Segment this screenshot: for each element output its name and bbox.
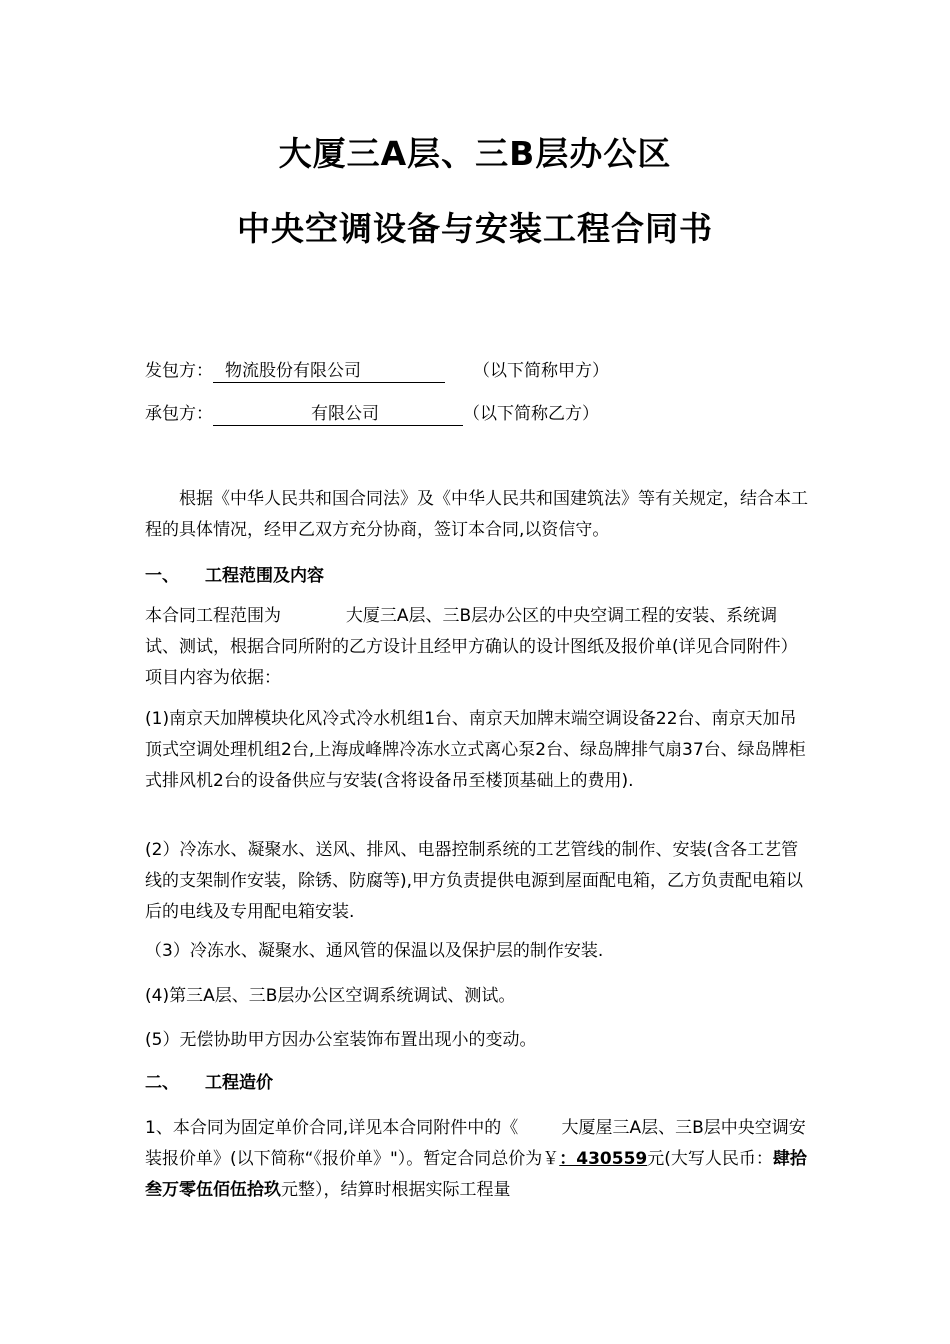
contractor-note: （以下简称乙方） [463,404,599,424]
price-text-a: 1、本合同为固定单价合同,详见本合同附件中的《 大厦屋三A层、三B层中央空调安装报价单》(以下简称“《报价单》"）。暂定合同总价为￥ [145,1118,806,1169]
scope-paragraph: 本合同工程范围为 大厦三A层、三B层办公区的中央空调工程的安装、系统调试、测试，根据合同所附的乙方设计且经甲方确认的设计图纸及报价单(详见合同附件）项目内容为依据： [145,606,798,688]
scope-item-4: (4)第三A层、三B层办公区空调系统调试、测试。 [145,986,516,1006]
employer-name: 物流股份有限公司 [213,360,445,383]
scope-item-2: (2）冷冻水、凝聚水、送风、排风、电器控制系统的工艺管线的制作、安装(含各工艺管线的支架制作安装，除锈、防腐等),甲方负责提供电源到屋面配电箱，乙方负责配电箱以后的电线及专用配电箱安装. [145,840,804,922]
contractor-name: 有限公司 [213,403,463,426]
employer-note: （以下简称甲方） [473,361,609,381]
employer-line [145,356,609,386]
contract-amount: ：430559 [559,1149,648,1169]
section-1-heading [145,561,324,591]
section-2-heading [145,1068,273,1098]
contractor-label: 承包方： [145,404,213,424]
scope-item-1: (1)南京天加牌模块化风冷式冷水机组1台、南京天加牌末端空调设备22台、南京天加吊顶式空调处理机组2台,上海成峰牌冷冻水立式离心泵2台、绿岛牌排气扇37台、绿岛牌柜式排风机2台的设备供应与安装(含将设备吊至楼顶基础上的费用). [145,709,806,791]
amount-in-words: 肆拾叁万零伍佰伍拾玖 [145,1149,807,1200]
title-line-1: 大厦三A层、三B层办公区 [278,134,672,173]
employer-label: 发包方： [145,361,213,381]
title-line-2: 中央空调设备与安装工程合同书 [237,209,713,248]
intro-paragraph: 根据《中华人民共和国合同法》及《中华人民共和国建筑法》等有关规定，结合本工程的具体情况，经甲乙双方充分协商，签订本合同,以资信守。 [145,489,808,540]
contractor-line [145,399,599,429]
section-2-title: 工程造价 [205,1073,273,1093]
price-paragraph [145,1113,810,1206]
section-1-title: 工程范围及内容 [205,566,324,586]
section-2-number: 二、 [145,1073,179,1093]
section-1-number: 一、 [145,566,179,586]
scope-item-5: (5）无偿协助甲方因办公室装饰布置出现小的变动。 [145,1030,537,1050]
price-text-b: 元(大写人民币： [647,1149,773,1169]
scope-item-3: （3）冷冻水、凝聚水、通风管的保温以及保护层的制作安装. [145,941,604,961]
price-text-c: 元整），结算时根据实际工程量 [281,1180,511,1200]
